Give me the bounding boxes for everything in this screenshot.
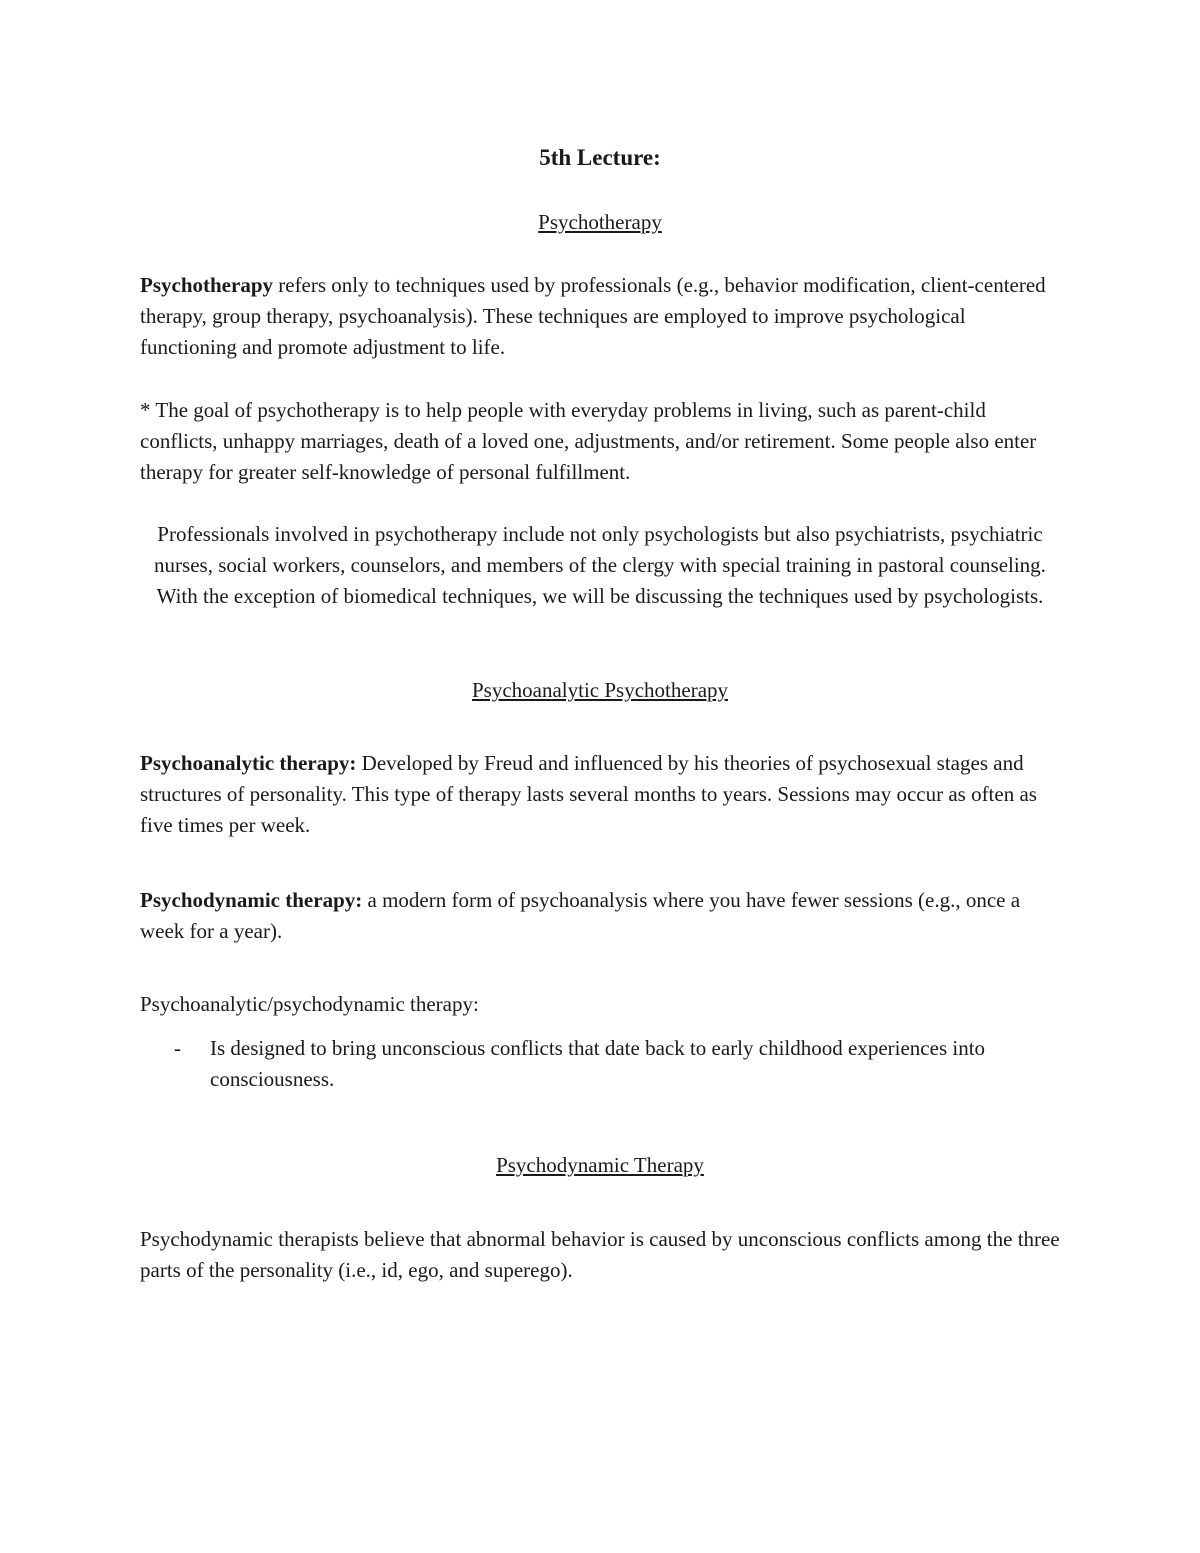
section-heading-psychodynamic-therapy: Psychodynamic Therapy [496, 1153, 704, 1177]
term-psychoanalytic-therapy: Psychoanalytic therapy: [140, 751, 357, 775]
paragraph-psychotherapy-definition [140, 270, 1060, 363]
lecture-title: 5th Lecture: [539, 145, 661, 170]
section-heading-psychotherapy: Psychotherapy [538, 210, 662, 234]
paragraph-professionals-involved: Professionals involved in psychotherapy include not only psychologists but also psychiatrists, psychiatric nurses, social workers, counselors, and members of the clergy with special training in pastoral counseling. With the exception of biomedical techniques, we will be discussing the techniques used by psychologists. [154, 522, 1046, 608]
bullet-text: Is designed to bring unconscious conflicts that date back to early childhood experiences into consciousness. [210, 1036, 986, 1091]
paragraph-psychoanalytic-therapy [140, 748, 1060, 841]
paragraph-goal-of-psychotherapy: * The goal of psychotherapy is to help people with everyday problems in living, such as parent-child conflicts, unhappy marriages, death of a loved one, adjustments, and/or retirement. Some people also enter therapy for greater self-knowledge of personal fulfillment. [140, 398, 1037, 484]
paragraph-psychoanalytic-psychodynamic-label: Psychoanalytic/psychodynamic therapy: [140, 992, 479, 1016]
term-psychotherapy: Psychotherapy [140, 273, 273, 297]
paragraph-psychodynamic-therapy [140, 885, 1060, 947]
bullet-marker: - [174, 1036, 181, 1060]
list-item [140, 1033, 1060, 1095]
psychodynamic-therapy-text: a modern form of psychoanalysis where you have fewer sessions (e.g., once a week for a year). [140, 888, 1021, 943]
definition-text: refers only to techniques used by professionals (e.g., behavior modification, client-centered therapy, group therapy, psychoanalysis). These techniques are employed to improve psychological functioning and promote adjustment to life. [140, 273, 1046, 359]
section-heading-psychoanalytic-psychotherapy: Psychoanalytic Psychotherapy [471, 678, 729, 702]
term-psychodynamic-therapy: Psychodynamic therapy: [140, 888, 363, 912]
psychoanalytic-therapy-text: Developed by Freud and influenced by his theories of psychosexual stages and structures of personality. This type of therapy lasts several months to years. Sessions may occur as often as five times per week. [140, 751, 1037, 837]
paragraph-psychodynamic-therapists: Psychodynamic therapists believe that abnormal behavior is caused by unconscious conflicts among the three parts of the personality (i.e., id, ego, and superego). [140, 1227, 1060, 1282]
